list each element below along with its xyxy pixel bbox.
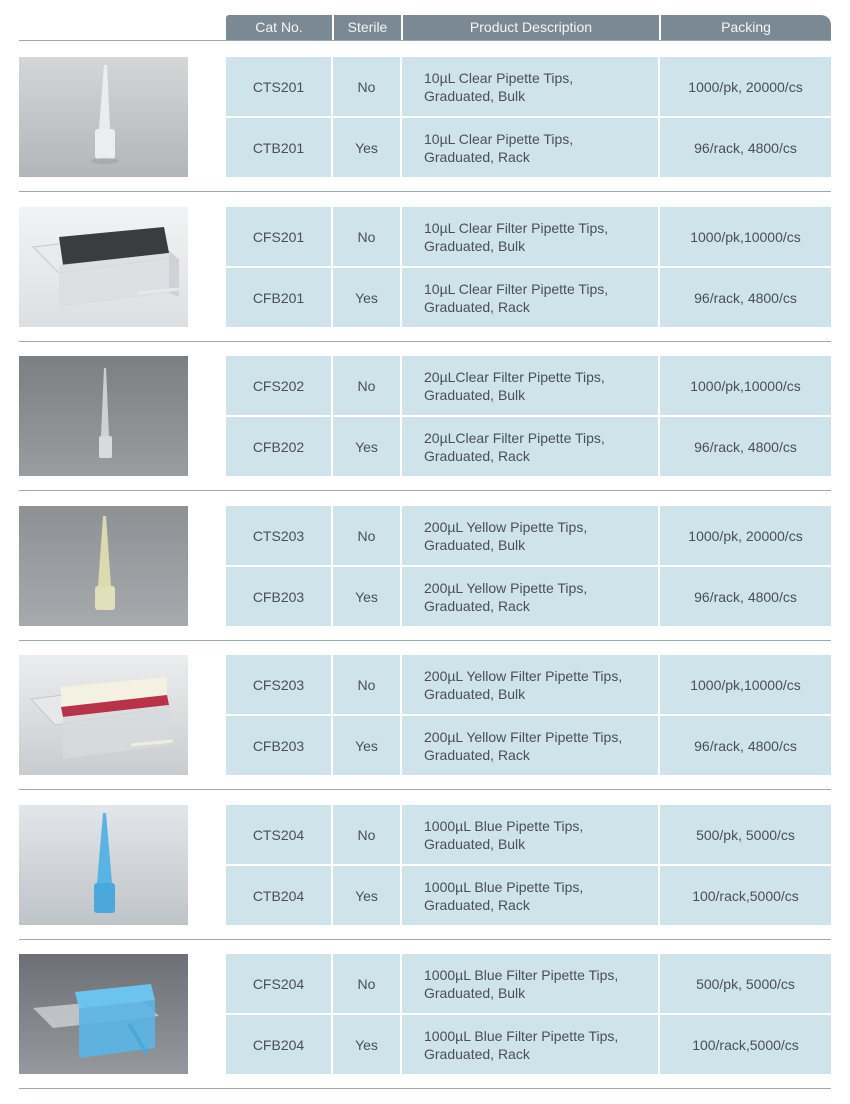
- sterile-cell: No: [333, 356, 400, 415]
- group-separator: [19, 939, 831, 940]
- cat-no-cell: CFB203: [226, 567, 331, 626]
- header-underline: [19, 40, 831, 41]
- header-cat-no: Cat No.: [255, 19, 303, 35]
- product-group: [0, 356, 850, 506]
- cat-no-cell: CFB201: [226, 268, 331, 327]
- sterile-cell: No: [333, 207, 400, 266]
- packing-cell: 100/rack,5000/cs: [660, 866, 831, 925]
- sterile-cell: Yes: [333, 268, 400, 327]
- packing-cell: 96/rack, 4800/cs: [660, 417, 831, 476]
- header-sterile: Sterile: [332, 15, 401, 40]
- table-row: [226, 506, 831, 565]
- clear-tip-rack-photo: [19, 207, 188, 327]
- header-packing: Packing: [659, 15, 831, 40]
- group-separator: [19, 1088, 831, 1089]
- group-separator: [19, 789, 831, 790]
- packing-cell: 1000/pk,10000/cs: [660, 655, 831, 714]
- packing-cell: 96/rack, 4800/cs: [660, 268, 831, 327]
- product-group: [0, 655, 850, 805]
- description-cell: 10µL Clear Pipette Tips, Graduated, Bulk: [402, 57, 658, 116]
- description-cell: 20µLClear Filter Pipette Tips, Graduated, Rack: [402, 417, 658, 476]
- table-header: [226, 15, 831, 40]
- description-cell: 10µL Clear Filter Pipette Tips, Graduated, Bulk: [402, 207, 658, 266]
- cat-no-cell: CTS201: [226, 57, 331, 116]
- packing-cell: 1000/pk,10000/cs: [660, 207, 831, 266]
- sterile-cell: Yes: [333, 866, 400, 925]
- description-cell: 200µL Yellow Filter Pipette Tips, Graduated, Bulk: [402, 655, 658, 714]
- sterile-cell: No: [333, 57, 400, 116]
- description-cell: 200µL Yellow Filter Pipette Tips, Graduated, Rack: [402, 716, 658, 775]
- description-cell: 200µL Yellow Pipette Tips, Graduated, Rack: [402, 567, 658, 626]
- description-cell: 1000µL Blue Pipette Tips, Graduated, Rack: [402, 866, 658, 925]
- sterile-cell: No: [333, 506, 400, 565]
- sterile-cell: Yes: [333, 1015, 400, 1074]
- cat-no-cell: CTS203: [226, 506, 331, 565]
- table-row: [226, 866, 831, 925]
- group-separator: [19, 341, 831, 342]
- cat-no-cell: CTB204: [226, 866, 331, 925]
- product-group: [0, 207, 850, 357]
- product-group: [0, 954, 850, 1104]
- table-row: [226, 417, 831, 476]
- packing-cell: 500/pk, 5000/cs: [660, 954, 831, 1013]
- packing-cell: 1000/pk, 20000/cs: [660, 57, 831, 116]
- cat-no-cell: CFB202: [226, 417, 331, 476]
- sterile-cell: Yes: [333, 118, 400, 177]
- table-row: [226, 356, 831, 415]
- blue-tip-rack-photo: [19, 954, 188, 1074]
- table-row: [226, 716, 831, 775]
- single-blue-tip-photo: [19, 805, 188, 925]
- table-row: [226, 268, 831, 327]
- packing-cell: 96/rack, 4800/cs: [660, 716, 831, 775]
- description-cell: 1000µL Blue Pipette Tips, Graduated, Bulk: [402, 805, 658, 864]
- packing-cell: 1000/pk,10000/cs: [660, 356, 831, 415]
- sterile-cell: Yes: [333, 567, 400, 626]
- yellow-tip-rack-photo: [19, 655, 188, 775]
- table-row: [226, 805, 831, 864]
- table-row: [226, 954, 831, 1013]
- table-row: [226, 567, 831, 626]
- cat-no-cell: CFB204: [226, 1015, 331, 1074]
- sterile-cell: No: [333, 655, 400, 714]
- packing-cell: 500/pk, 5000/cs: [660, 805, 831, 864]
- sterile-cell: No: [333, 805, 400, 864]
- table-row: [226, 118, 831, 177]
- cat-no-cell: CTS204: [226, 805, 331, 864]
- product-group: [0, 506, 850, 656]
- cat-no-cell: CFB203: [226, 716, 331, 775]
- cat-no-cell: CFS201: [226, 207, 331, 266]
- cat-no-cell: CFS202: [226, 356, 331, 415]
- single-clear-tip-photo: [19, 57, 188, 177]
- cat-no-cell: CTB201: [226, 118, 331, 177]
- table-row: [226, 207, 831, 266]
- group-separator: [19, 191, 831, 192]
- packing-cell: 96/rack, 4800/cs: [660, 118, 831, 177]
- table-row: [226, 57, 831, 116]
- packing-cell: 100/rack,5000/cs: [660, 1015, 831, 1074]
- description-cell: 10µL Clear Filter Pipette Tips, Graduated, Rack: [402, 268, 658, 327]
- header-description: Product Description: [401, 15, 659, 40]
- packing-cell: 1000/pk, 20000/cs: [660, 506, 831, 565]
- description-cell: 200µL Yellow Pipette Tips, Graduated, Bulk: [402, 506, 658, 565]
- sterile-cell: Yes: [333, 716, 400, 775]
- description-cell: 1000µL Blue Filter Pipette Tips, Graduated, Rack: [402, 1015, 658, 1074]
- sterile-cell: Yes: [333, 417, 400, 476]
- single-clear-filter-tip-photo: [19, 356, 188, 476]
- group-separator: [19, 490, 831, 491]
- description-cell: 20µLClear Filter Pipette Tips, Graduated, Bulk: [402, 356, 658, 415]
- description-cell: 1000µL Blue Filter Pipette Tips, Graduated, Bulk: [402, 954, 658, 1013]
- cat-no-cell: CFS204: [226, 954, 331, 1013]
- packing-cell: 96/rack, 4800/cs: [660, 567, 831, 626]
- description-cell: 10µL Clear Pipette Tips, Graduated, Rack: [402, 118, 658, 177]
- group-separator: [19, 640, 831, 641]
- table-row: [226, 655, 831, 714]
- single-yellow-tip-photo: [19, 506, 188, 626]
- product-group: [0, 805, 850, 955]
- cat-no-cell: CFS203: [226, 655, 331, 714]
- table-row: [226, 1015, 831, 1074]
- sterile-cell: No: [333, 954, 400, 1013]
- product-group: [0, 57, 850, 207]
